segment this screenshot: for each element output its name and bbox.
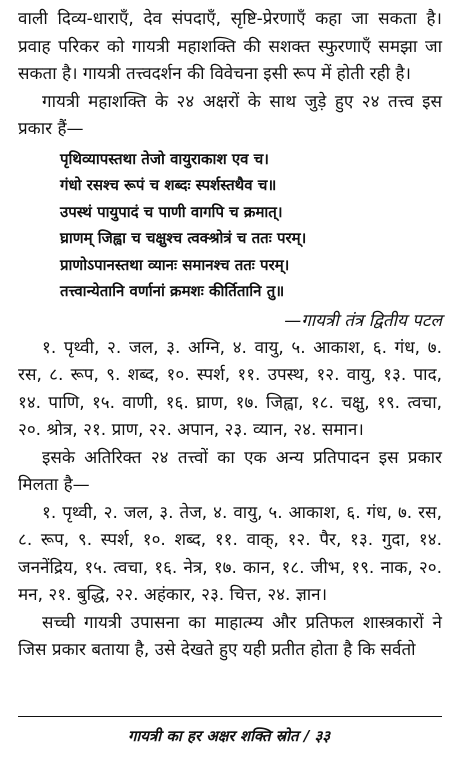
verse-line: उपस्थं पायुपादं च पाणी वागपि च क्रमात्। [60,202,283,221]
verse-line: तत्त्वान्येतानि वर्णानां क्रमशः कीर्तितानि तु॥ [60,282,285,300]
page-body [18,6,442,665]
paragraph-tattva-list-1: १. पृथ्वी, २. जल, ३. अग्नि, ४. वायु, ५. आकाश, ६. गंध, ७. रस, ८. रूप, ९. शब्द, १०. स्पर्श, ११. उपस्थ, १२. वायु, १३. पाद, १४. पाणि, १५. वाणी, १६. घ्राण, १७. जिह्वा, १८. चक्षु, १९. त्वचा, २०. श्रोत्र, २१. प्राण, २२. अपान, २३. व्यान, २४. समान। [18,337,442,440]
paragraph-intro: वाली दिव्य-धाराएँ, देव संपदाएँ, सृष्टि-प्रेरणाएँ कहा जा सकता है। प्रवाह परिकर को गायत्री महाशक्ति की सशक्त स्फुरणाएँ समझा जा सकता है। गायत्री तत्त्वदर्शन की विवेचना इसी रूप में होती रही है। [18,9,442,84]
verse-line: घ्राणम् जिह्वा च चक्षुश्च त्वक्श्रोत्रं च ततः परम्। [60,229,307,247]
verse-line: गंधो रसश्च रूपं च शब्दः स्पर्शस्तथैव च॥ [60,176,277,194]
verse-source: —गायत्री तंत्र द्वितीय पटल [284,310,442,331]
page-footer: गायत्री का हर अक्षर शक्ति स्रोत / ३३ [127,727,331,745]
verse-line: प्राणोऽपानस्तथा व्यानः समानश्च ततः परम्। [60,255,290,274]
paragraph-tattva-intro: गायत्री महाशक्ति के २४ अक्षरों के साथ जुड़े हुए २४ तत्त्व इस प्रकार हैं— [18,91,442,139]
footer-divider [18,716,442,717]
verse-line: पृथिव्यापस्तथा तेजो वायुराकाश एव च। [60,149,269,168]
paragraph-tattva-list-2: १. पृथ्वी, २. जल, ३. तेज, ४. वायु, ५. आकाश, ६. गंध, ७. रस, ८. रूप, ९. स्पर्श, १०. शब्द, ११. वाक्, १२. पैर, १३. गुदा, १४. जननेंद्रिय, १५. त्वचा, १६. नेत्र, १७. कान, १८. जीभ, १९. नाक, २०. मन, २१. बुद्धि, २२. अहंकार, २३. चित्त, २४. ज्ञान। [18,502,442,605]
paragraph-alternate-intro: इसके अतिरिक्त २४ तत्त्वों का एक अन्य प्रतिपादन इस प्रकार मिलता है— [18,447,442,495]
sanskrit-verse [60,146,442,305]
paragraph-conclusion: सच्ची गायत्री उपासना का माहात्म्य और प्रतिफल शास्त्रकारों ने जिस प्रकार बताया है, उसे देखते हुए यही प्रतीत होता है कि सर्वतो [18,612,442,660]
